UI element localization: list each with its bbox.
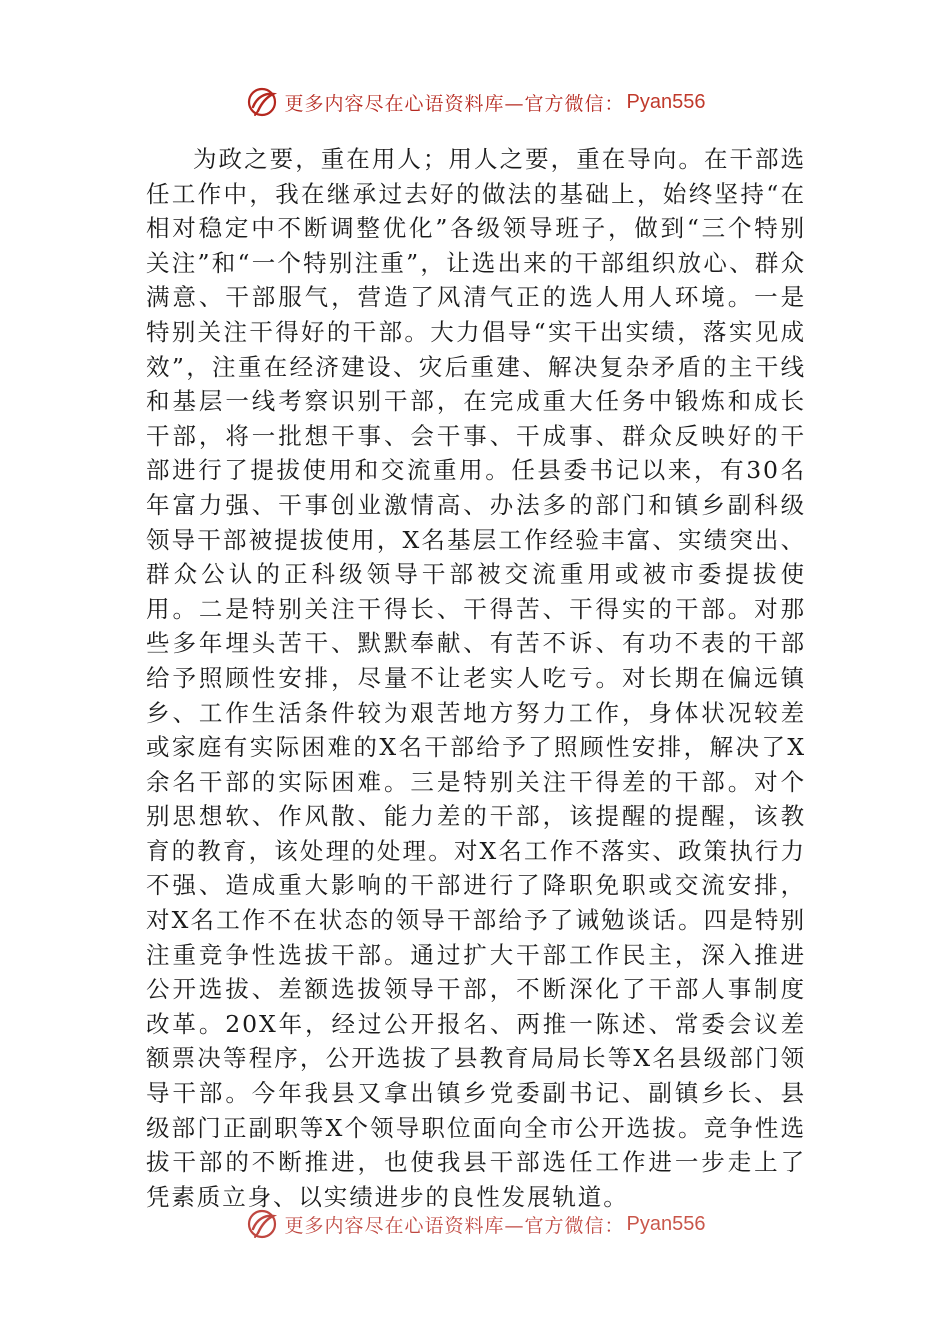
watermark-id: Pyan556 (626, 90, 706, 113)
logo-icon (245, 85, 279, 119)
body-paragraph: 为政之要，重在用人；用人之要，重在导向。在干部选任工作中，我在继承过去好的做法的基础上，始终坚持“在相对稳定中不断调整优化”各级领导班子，做到“三个特别关注”和“一个特别注重”，让选出来的干部组织放心、群众满意、干部服气，营造了风清气正的选人用人环境。一是特别关注干得好的干部。大力倡导“实干出实绩，落实见成效”，注重在经济建设、灾后重建、解决复杂矛盾的主干线和基层一线考察识别干部，在完成重大任务中锻炼和成长干部，将一批想干事、会干事、干成事、群众反映好的干部进行了提拔使用和交流重用。任县委书记以来，有30名年富力强、干事创业激情高、办法多的部门和镇乡副科级领导干部被提拔使用，X名基层工作经验丰富、实绩突出、群众公认的正科级领导干部被交流重用或被市委提拔使用。二是特别关注干得长、干得苦、干得实的干部。对那些多年埋头苦干、默默奉献、有苦不诉、有功不表的干部给予照顾性安排，尽量不让老实人吃亏。对长期在偏远镇乡、工作生活条件较为艰苦地方努力工作，身体状况较差或家庭有实际困难的X名干部给予了照顾性安排，解决了X余名干部的实际困难。三是特别关注干得差的干部。对个别思想软、作风散、能力差的干部，该提醒的提醒，该教育的教育，该处理的处理。对X名工作不落实、政策执行力不强、造成重大影响的干部进行了降职免职或交流安排，对X名工作不在状态的领导干部给予了诫勉谈话。四是特别注重竞争性选拔干部。通过扩大干部工作民主，深入推进公开选拔、差额选拔领导干部，不断深化了干部人事制度改革。20X年，经过公开报名、两推一陈述、常委会议差额票决等程序，公开选拔了县教育局局长等X名县级部门领导干部。今年我县又拿出镇乡党委副书记、副镇乡长、县级部门正副职等X个领导职位面向全市公开选拔。竞争性选拔干部的不断推进，也使我县干部选任工作进一步走上了凭素质立身、以实绩进步的良性发展轨道。 (146, 145, 806, 1211)
logo-icon (245, 1207, 279, 1241)
watermark-footer (0, 1204, 950, 1244)
watermark-id: Pyan556 (626, 1212, 706, 1235)
watermark-text: 更多内容尽在心语资料库—官方微信： (284, 1214, 625, 1237)
watermark-header (0, 82, 950, 122)
watermark-text: 更多内容尽在心语资料库—官方微信： (284, 92, 625, 115)
